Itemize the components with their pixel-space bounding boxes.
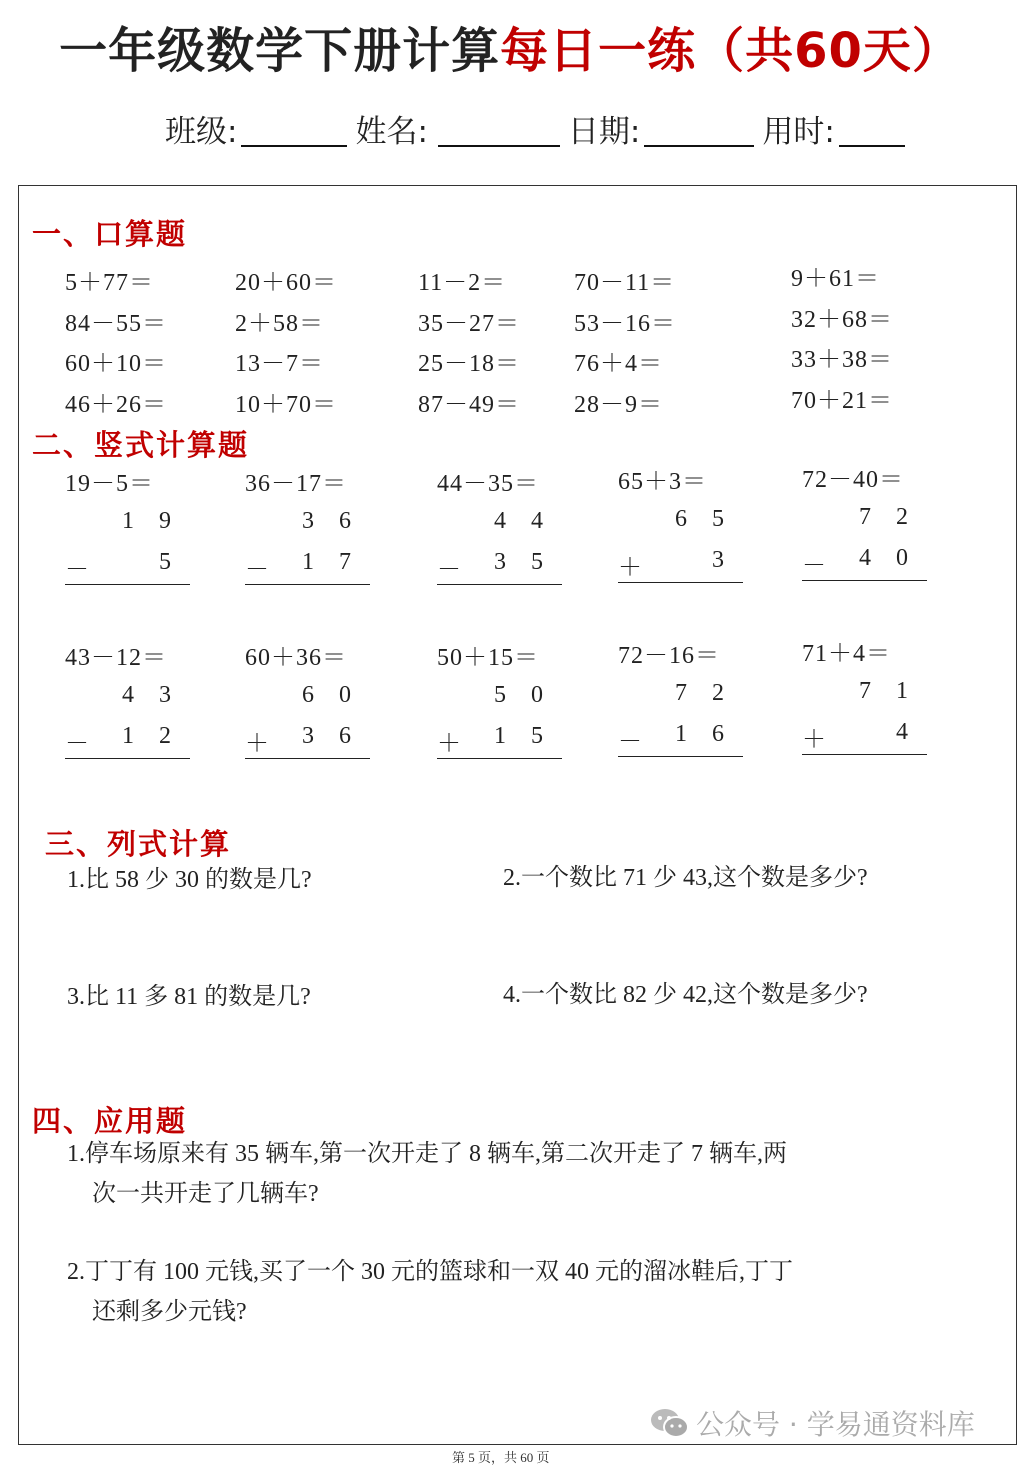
class-field[interactable] [241,117,347,147]
oral-problem: 13－7＝ [235,351,324,377]
bottom-digit-ones: 3 [712,547,724,573]
operator: － [245,557,269,583]
applied-question-line1: 2.丁丁有 100 元钱,买了一个 30 元的篮球和一双 40 元的溜冰鞋后,丁丁 [67,1259,793,1285]
top-digit-ones: 4 [531,508,543,534]
written-question: 3.比 11 多 81 的数是几? [67,984,311,1010]
title-highlight: 每日一练（共60天） [500,23,961,79]
oral-problem: 87－49＝ [418,392,520,418]
vertical-equation: 60＋36＝ [245,645,347,671]
oral-problem: 2＋58＝ [235,311,324,337]
date-label: 日期: [567,114,641,150]
oral-problem: 33＋38＝ [791,347,893,373]
answer-line [618,756,743,757]
bottom-digit-tens: 1 [675,721,687,747]
oral-problem: 35－27＝ [418,311,520,337]
bottom-digit-ones: 4 [896,719,908,745]
title-main: 一年级数学下册计算 [59,23,501,79]
vertical-equation: 72－40＝ [802,467,904,493]
top-digit-tens: 5 [494,682,506,708]
top-digit-ones: 2 [896,504,908,530]
answer-line [437,758,562,759]
class-label: 班级: [165,114,238,150]
operator: － [618,729,642,755]
student-info-row [165,106,913,151]
operator: － [437,557,461,583]
bottom-digit-tens: 4 [859,545,871,571]
vertical-equation: 44－35＝ [437,471,539,497]
vertical-equation: 19－5＝ [65,471,154,497]
top-digit-tens: 4 [122,682,134,708]
bottom-digit-tens: 1 [494,723,506,749]
answer-line [437,584,562,585]
top-digit-ones: 0 [531,682,543,708]
bottom-digit-ones: 0 [896,545,908,571]
name-field[interactable] [438,117,560,147]
bottom-digit-ones: 6 [712,721,724,747]
oral-problem: 28－9＝ [574,392,663,418]
top-digit-tens: 3 [302,508,314,534]
answer-line [618,582,743,583]
bottom-digit-tens: 3 [302,723,314,749]
oral-problem: 53－16＝ [574,311,676,337]
top-digit-ones: 6 [339,508,351,534]
oral-problem: 25－18＝ [418,351,520,377]
top-digit-ones: 0 [339,682,351,708]
vertical-equation: 50＋15＝ [437,645,539,671]
oral-problem: 70－11＝ [574,270,676,296]
written-question: 1.比 58 少 30 的数是几? [67,867,312,893]
vertical-equation: 43－12＝ [65,645,167,671]
oral-problem: 9＋61＝ [791,266,880,292]
answer-line [245,584,370,585]
operator: ＋ [802,727,826,753]
oral-problem: 10＋70＝ [235,392,337,418]
section-applied-title: 四、应用题 [32,1106,188,1138]
watermark-text: 公众号 · 学易通资料库 [696,1408,975,1441]
operator: － [802,553,826,579]
top-digit-tens: 4 [494,508,506,534]
top-digit-tens: 7 [859,678,871,704]
oral-problem: 46＋26＝ [65,392,167,418]
top-digit-tens: 6 [302,682,314,708]
operator: － [65,731,89,757]
worksheet-title [0,12,1020,81]
section-written-title: 三、列式计算 [45,829,232,861]
top-digit-tens: 7 [859,504,871,530]
oral-problem: 60＋10＝ [65,351,167,377]
bottom-digit-ones: 7 [339,549,351,575]
operator: ＋ [437,731,461,757]
bottom-digit-tens: 1 [122,723,134,749]
top-digit-ones: 9 [159,508,171,534]
bottom-digit-ones: 5 [531,549,543,575]
vertical-equation: 72－16＝ [618,643,720,669]
top-digit-ones: 1 [896,678,908,704]
written-question: 2.一个数比 71 少 43,这个数是多少? [503,865,868,891]
oral-problem: 84－55＝ [65,311,167,337]
answer-line [65,584,190,585]
top-digit-tens: 1 [122,508,134,534]
top-digit-tens: 6 [675,506,687,532]
section-vertical-title: 二、竖式计算题 [32,430,250,462]
oral-problem: 20＋60＝ [235,270,337,296]
answer-line [65,758,190,759]
bottom-digit-ones: 6 [339,723,351,749]
oral-problem: 70＋21＝ [791,388,893,414]
top-digit-ones: 5 [712,506,724,532]
top-digit-ones: 2 [712,680,724,706]
bottom-digit-ones: 5 [531,723,543,749]
applied-question-line2: 次一共开走了几辆车? [92,1181,319,1207]
vertical-equation: 65＋3＝ [618,469,707,495]
answer-line [802,580,927,581]
bottom-digit-tens: 3 [494,549,506,575]
page-footer: 第 5 页，共 60 页 [452,1450,550,1465]
section-oral-title: 一、口算题 [32,219,188,251]
top-digit-tens: 7 [675,680,687,706]
watermark [650,1403,975,1443]
answer-line [245,758,370,759]
name-label: 姓名: [355,114,428,150]
time-field[interactable] [839,117,905,147]
answer-line [802,754,927,755]
wechat-icon [650,1407,690,1439]
bottom-digit-tens: 1 [302,549,314,575]
time-label: 用时: [762,114,835,150]
operator: ＋ [618,555,642,581]
oral-problem: 76＋4＝ [574,351,663,377]
oral-problem: 5＋77＝ [65,270,154,296]
written-question: 4.一个数比 82 少 42,这个数是多少? [503,982,868,1008]
bottom-digit-ones: 2 [159,723,171,749]
operator: ＋ [245,731,269,757]
operator: － [65,557,89,583]
oral-problem: 32＋68＝ [791,307,893,333]
bottom-digit-ones: 5 [159,549,171,575]
date-field[interactable] [644,117,754,147]
vertical-equation: 71＋4＝ [802,641,891,667]
applied-question-line1: 1.停车场原来有 35 辆车,第一次开走了 8 辆车,第二次开走了 7 辆车,两 [67,1141,787,1167]
oral-problem: 11－2＝ [418,270,507,296]
applied-question-line2: 还剩多少元钱? [92,1299,247,1325]
vertical-equation: 36－17＝ [245,471,347,497]
top-digit-ones: 3 [159,682,171,708]
